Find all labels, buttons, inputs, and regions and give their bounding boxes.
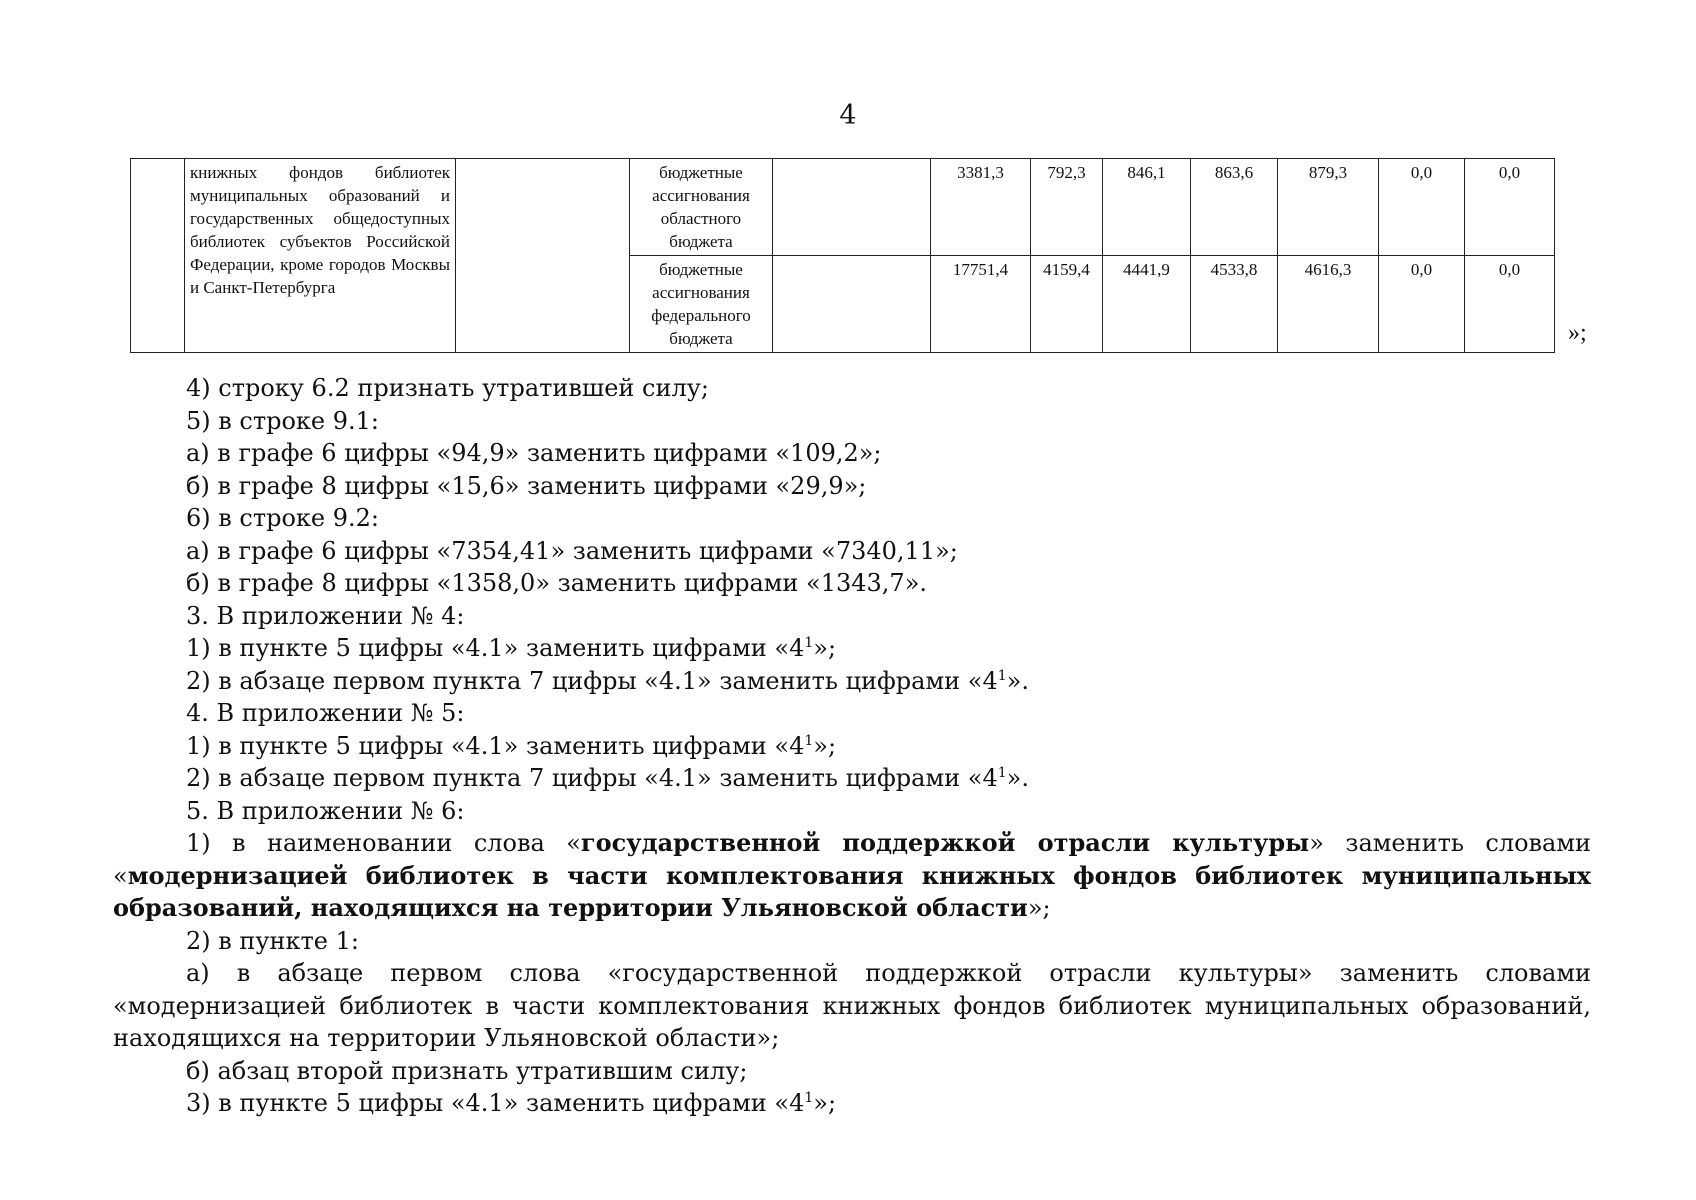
value-total: 3381,3 xyxy=(931,159,1031,256)
paragraph: б) абзац второй признать утратившим силу; xyxy=(186,1056,748,1085)
paragraph: 5. В приложении № 6: xyxy=(186,796,465,825)
page-number: 4 xyxy=(839,100,857,131)
paragraph-text: 3) в пункте 5 цифры «4.1» заменить цифрами «4 xyxy=(186,1089,805,1117)
paragraph-text: 2) в абзаце первом пункта 7 цифры «4.1» заменить цифрами «4 xyxy=(186,764,998,792)
paragraph: 4) строку 6.2 признать утратившей силу; xyxy=(186,374,709,402)
empty-cell xyxy=(773,159,931,256)
value-year: 4441,9 xyxy=(1103,256,1191,353)
value-year: 0,0 xyxy=(1379,256,1465,353)
paragraph: а) в графе 6 цифры «94,9» заменить цифрами «109,2»; xyxy=(186,439,882,467)
paragraph xyxy=(113,762,1591,795)
paragraph xyxy=(113,730,1591,763)
paragraph: б) в графе 8 цифры «15,6» заменить цифрами «29,9»; xyxy=(186,471,867,500)
paragraph xyxy=(113,827,1591,925)
value-year: 879,3 xyxy=(1278,159,1379,256)
table-row xyxy=(131,159,1555,256)
value-year: 4616,3 xyxy=(1278,256,1379,353)
empty-cell xyxy=(773,256,931,353)
paragraph xyxy=(113,1087,1591,1120)
value-year: 0,0 xyxy=(1379,159,1465,256)
paragraph-text: 2) в абзаце первом пункта 7 цифры «4.1» заменить цифрами «4 xyxy=(186,666,998,695)
empty-cell xyxy=(456,159,630,353)
bold-text: государственной поддержкой отрасли культуры xyxy=(580,828,1310,857)
measure-description: книжных фондов библиотек муниципальных образований и государственных общедоступных библиотек субъектов Российской Федерации, кроме городов Москвы и Санкт-Петербурга xyxy=(185,159,456,353)
empty-cell xyxy=(131,159,185,353)
paragraph-text: 1) в пункте 5 цифры «4.1» заменить цифрами «4 xyxy=(186,634,805,662)
paragraph: а) в графе 6 цифры «7354,41» заменить цифрами «7340,11»; xyxy=(186,536,958,565)
funding-source: бюджетные ассигнования федерального бюджета xyxy=(630,256,773,353)
value-total: 17751,4 xyxy=(931,256,1031,353)
closing-quote: »; xyxy=(1568,320,1587,346)
value-year: 4533,8 xyxy=(1191,256,1278,353)
paragraph: 4. В приложении № 5: xyxy=(186,699,465,727)
paragraph xyxy=(113,665,1591,698)
funding-source: бюджетные ассигнования областного бюджета xyxy=(630,159,773,256)
paragraph-text: 1) в пункте 5 цифры «4.1» заменить цифрами «4 xyxy=(186,731,805,760)
paragraph: 2) в пункте 1: xyxy=(186,926,359,955)
budget-table xyxy=(130,158,1555,353)
paragraph-text: » заменить словами « xyxy=(113,829,1591,890)
body-text xyxy=(113,372,1591,1120)
paragraph: а) в абзаце первом слова «государственной поддержкой отрасли культуры» заменить словами «модернизацией библиотек в части комплектования книжных фондов библиотек муниципальных образований, находящихся на территории Ульяновской области»; xyxy=(113,959,1591,1052)
paragraph-text: 1) в наименовании слова « xyxy=(186,829,581,857)
paragraph: б) в графе 8 цифры «1358,0» заменить цифрами «1343,7». xyxy=(186,569,928,597)
paragraph-text: »; xyxy=(813,634,837,662)
value-year: 863,6 xyxy=(1191,159,1278,256)
superscript: 1 xyxy=(804,635,814,651)
paragraph-text: »; xyxy=(813,731,837,760)
bold-text: модернизацией библиотек в части комплектования книжных фондов библиотек муниципальных образований, находящихся на территории Ульяновской области xyxy=(113,860,1591,922)
paragraph: 6) в строке 9.2: xyxy=(186,504,380,532)
paragraph-text: »; xyxy=(1027,894,1051,922)
paragraph-text: ». xyxy=(1006,764,1029,792)
value-year: 4159,4 xyxy=(1031,256,1103,353)
superscript: 1 xyxy=(997,667,1007,684)
paragraph xyxy=(113,632,1591,665)
superscript: 1 xyxy=(997,765,1007,781)
value-year: 846,1 xyxy=(1103,159,1191,256)
paragraph-text: »; xyxy=(813,1089,837,1117)
paragraph: 3. В приложении № 4: xyxy=(186,601,465,630)
superscript: 1 xyxy=(804,732,814,749)
paragraph: 5) в строке 9.1: xyxy=(186,406,380,435)
value-year: 0,0 xyxy=(1465,256,1555,353)
value-year: 0,0 xyxy=(1465,159,1555,256)
superscript: 1 xyxy=(804,1090,814,1106)
paragraph-text: ». xyxy=(1006,666,1029,695)
value-year: 792,3 xyxy=(1031,159,1103,256)
